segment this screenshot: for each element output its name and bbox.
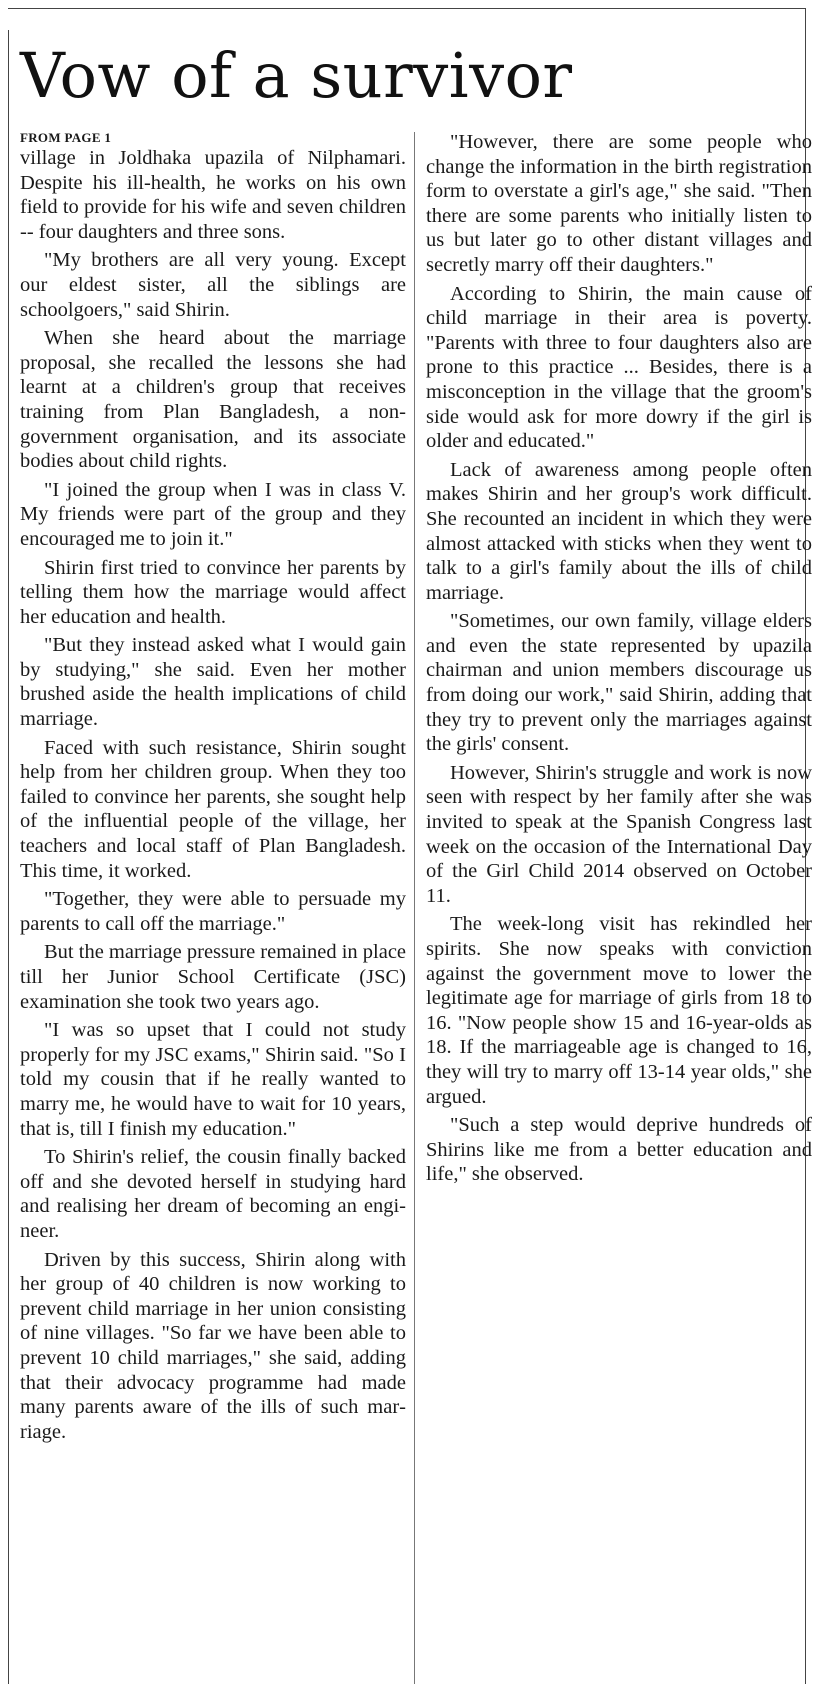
top-rule <box>8 8 805 9</box>
paragraph-10: "I was so upset that I could not study properly for my JSC exams," Shirin said. "So I told my cousin that if he really wanted to marry me, he would have to wait for 10 years, that is, till I finish my education." <box>20 1019 406 1140</box>
left-rule <box>8 30 9 1684</box>
paragraph-15: Lack of awareness among people often makes Shirin and her group's work difficult. She recounted an incident in which they were almost attacked with sticks when they went to talk to a girl's family about the ills of child marriage. <box>426 458 812 604</box>
paragraph-2: "My brothers are all very young. Except our eldest sister, all the siblings are schoolgoers," said Shirin. <box>20 249 406 321</box>
article-column-right <box>426 130 812 1191</box>
paragraph-13: "However, there are some people who change the information in the birth registration form to overstate a girl's age," she said. "Then there are some parents who initially listen to us but later go to other distant villages and secretly marry off their daughters." <box>426 131 812 276</box>
paragraph-3: When she heard about the marriage proposal, she recalled the lessons she had learnt at a children's group that receives training from Plan Bangladesh, a non-government organisation, and its associate bodies about child rights. <box>20 327 406 473</box>
paragraph-17: However, Shirin's struggle and work is now seen with respect by her family after she was invited to speak at the Spanish Congress last week on the occasion of the International Day of the Girl Child 2014 observed on October 11. <box>426 761 812 907</box>
column-divider <box>414 132 415 1684</box>
paragraph-19: "Such a step would deprive hundreds of Shirins like me from a better education and life," she observed. <box>426 1114 812 1186</box>
paragraph-14: According to Shirin, the main cause of child marriage in their area is poverty. "Parents with three to four daughters also are prone to this practice ... Besides, there is a misconception in the village that the groom's side would ask for more dowry if the girl is older and educated." <box>426 282 812 453</box>
paragraph-6: "But they instead asked what I would gain by studying," she said. Even her mother brushed aside the health implications of child marriage. <box>20 634 406 731</box>
paragraph-12: Driven by this success, Shirin along with her group of 40 children is now working to prevent child marriage in her union consisting of nine villages. "So far we have been able to prevent 10 child marriages," she said, adding that their advocacy programme had made many parents aware of the ills of such marriage. <box>20 1248 406 1443</box>
headline: Vow of a survivor <box>20 39 573 112</box>
paragraph-11: To Shirin's relief, the cousin finally backed off and she devoted herself in studying hard and realising her dream of becoming an engineer. <box>20 1146 406 1242</box>
article-column-left <box>20 130 406 1448</box>
paragraph-8: "Together, they were able to persuade my parents to call off the marriage." <box>20 888 406 935</box>
paragraph-18: The week-long visit has rekindled her spirits. She now speaks with conviction against the government move to lower the legitimate age for marriage of girls from 18 to 16. "Now people show 15 and 16-year-olds as 18. If the marriageable age is changed to 16, they will try to marry off 13-14 year olds," she argued. <box>426 913 812 1108</box>
paragraph-16: "Sometimes, our own family, village elders and even the state represented by upazila chairman and union members discourage us from doing our work," said Shirin, adding that they try to prevent only the marriages against the girls' consent. <box>426 610 812 756</box>
paragraph-4: "I joined the group when I was in class V. My friends were part of the group and they encouraged me to join it." <box>20 478 406 550</box>
paragraph-5: Shirin first tried to convince her parents by telling them how the marriage would affect her education and health. <box>20 556 406 628</box>
paragraph-1: village in Joldhaka upazila of Nilphamari. Despite his ill-health, he works on his own field to provide for his wife and seven children -- four daughters and three sons. <box>20 147 406 243</box>
jump-line: FROM PAGE 1 <box>20 130 112 145</box>
paragraph-7: Faced with such resistance, Shirin sought help from her children group. When they too failed to convince her parents, she sought help of the influential people of the village, her teachers and local staff of Plan Bangladesh. This time, it worked. <box>20 736 406 882</box>
paragraph-9: But the marriage pressure remained in place till her Junior School Certificate (JSC) examination she took two years ago. <box>20 941 407 1013</box>
